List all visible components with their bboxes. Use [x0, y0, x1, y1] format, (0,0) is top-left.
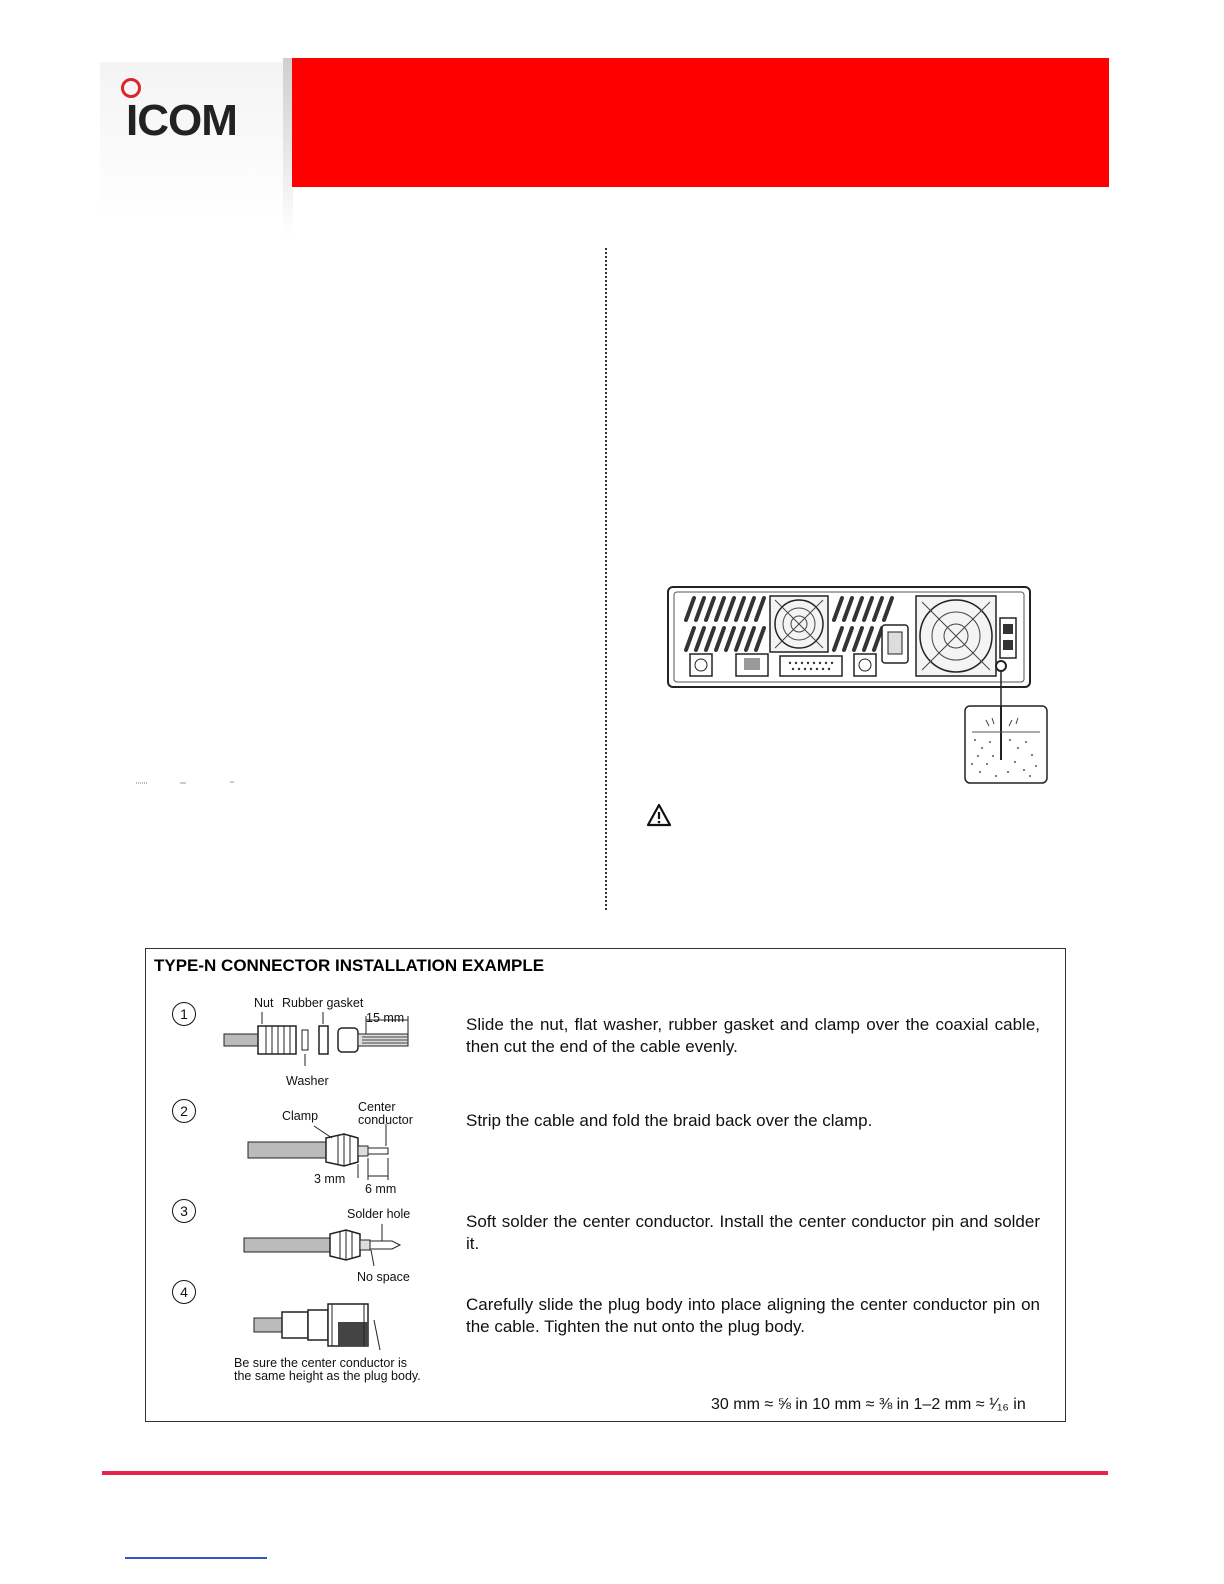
label-conductor: conductor	[358, 1113, 413, 1127]
step-number-4: 4	[172, 1280, 196, 1304]
logo-ring-icon	[121, 78, 141, 98]
stray-mark	[136, 779, 246, 785]
step-1-text: Slide the nut, flat washer, rubber gasket and clamp over the coaxial cable, then cut the end of the cable evenly.	[466, 1015, 1040, 1056]
label-note-line-1: Be sure the center conductor is	[234, 1356, 408, 1370]
label-note-line-2: the same height as the plug body.	[234, 1369, 421, 1383]
step-3-diagram	[242, 1220, 410, 1272]
label-rubber-gasket: Rubber gasket	[282, 996, 364, 1010]
rear-panel-illustration	[660, 580, 1050, 790]
label-6mm: 6 mm	[365, 1182, 397, 1196]
footer-link[interactable]	[125, 1557, 267, 1559]
label-3mm: 3 mm	[314, 1172, 346, 1186]
column-divider	[605, 248, 607, 910]
icom-logo: ICOM	[126, 96, 237, 145]
step-number-1: 1	[172, 1002, 196, 1026]
unit-conversion-note: 30 mm ≈ ⅝ in 10 mm ≈ ⅜ in 1–2 mm ≈ ¹⁄₁₆ in	[711, 1396, 1026, 1413]
label-clamp: Clamp	[282, 1109, 319, 1123]
header-bar	[292, 58, 1109, 187]
installation-title: TYPE-N CONNECTOR INSTALLATION EXAMPLE	[154, 956, 545, 975]
step-number-2: 2	[172, 1099, 196, 1123]
warning-triangle-icon	[646, 803, 672, 827]
step-4-diagram	[252, 1300, 392, 1358]
label-15mm: 15 mm	[366, 1011, 405, 1025]
step-2-text: Strip the cable and fold the braid back over the clamp.	[466, 1111, 873, 1130]
label-no-space: No space	[357, 1270, 410, 1284]
footer-rule	[102, 1471, 1108, 1475]
step-3-text: Soft solder the center conductor. Install the center conductor pin and solder it.	[466, 1212, 1040, 1253]
label-center: Center	[358, 1100, 396, 1114]
label-nut: Nut	[254, 996, 274, 1010]
label-washer: Washer	[286, 1074, 329, 1088]
step-4-text: Carefully slide the plug body into place aligning the center conductor pin on the cable. Tighten the nut onto the plug body.	[466, 1295, 1040, 1336]
step-number-3: 3	[172, 1199, 196, 1223]
label-solder-hole: Solder hole	[347, 1207, 411, 1221]
